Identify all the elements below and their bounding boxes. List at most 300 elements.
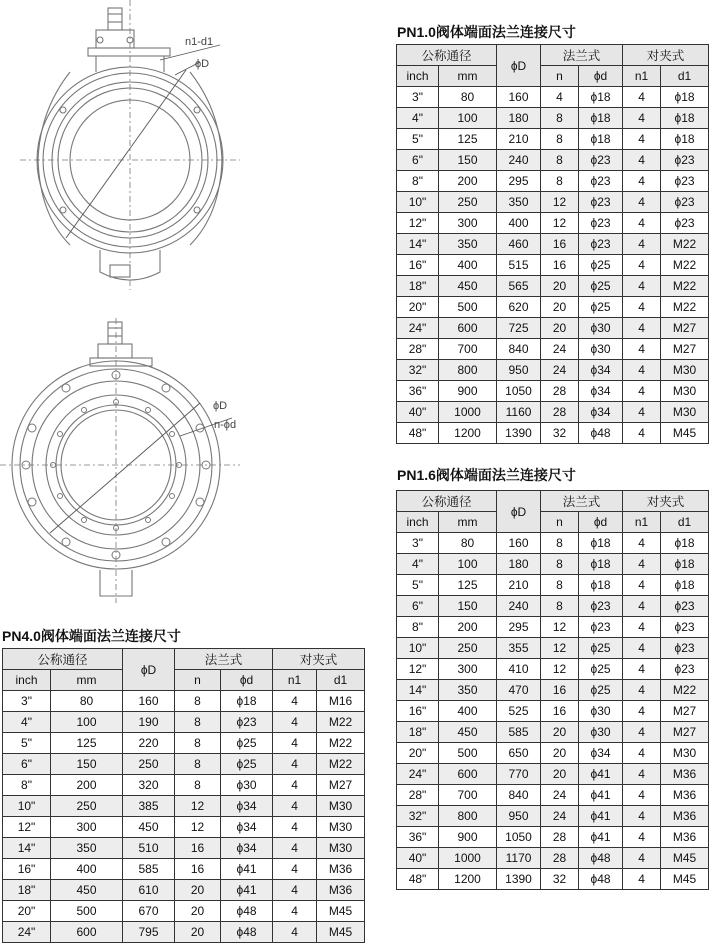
table-row (3, 838, 365, 859)
mm-cell: 1000 (439, 402, 497, 423)
mm-cell: 500 (439, 743, 497, 764)
inch-cell: 4" (397, 108, 439, 129)
table-row (397, 87, 709, 108)
table-row (397, 402, 709, 423)
inch-cell: 10" (3, 796, 51, 817)
table-row (397, 764, 709, 785)
phiD-cell: 180 (497, 554, 541, 575)
phid-cell: ϕ23 (579, 596, 623, 617)
phid-cell: ϕ23 (579, 192, 623, 213)
phid-header: ϕd (221, 670, 273, 691)
inch-cell: 14" (3, 838, 51, 859)
d1-cell: M36 (317, 859, 365, 880)
inch-cell: 18" (397, 276, 439, 297)
phid-cell: ϕ30 (579, 339, 623, 360)
inch-cell: 3" (397, 87, 439, 108)
table-row (397, 806, 709, 827)
phid-cell: ϕ41 (221, 880, 273, 901)
pn16-table (396, 490, 709, 890)
inch-cell: 36" (397, 381, 439, 402)
d1-cell: M45 (661, 848, 709, 869)
d1-cell: M27 (661, 318, 709, 339)
mm-cell: 150 (51, 754, 123, 775)
table-row (397, 617, 709, 638)
n1-cell: 4 (623, 402, 661, 423)
phiD-cell: 1390 (497, 423, 541, 444)
inch-cell: 4" (397, 554, 439, 575)
phid-cell: ϕ48 (579, 848, 623, 869)
inch-header: inch (397, 512, 439, 533)
n1-cell: 4 (623, 638, 661, 659)
table-row (3, 796, 365, 817)
inch-cell: 40" (397, 848, 439, 869)
n-cell: 20 (541, 722, 579, 743)
phiD-cell: 650 (497, 743, 541, 764)
n1-cell: 4 (623, 297, 661, 318)
phid-cell: ϕ18 (579, 554, 623, 575)
n-cell: 16 (175, 838, 221, 859)
d1-cell: M30 (661, 402, 709, 423)
n1-cell: 4 (273, 859, 317, 880)
mm-cell: 125 (439, 129, 497, 150)
phid-cell: ϕ34 (221, 796, 273, 817)
inch-cell: 12" (3, 817, 51, 838)
phiD-cell: 515 (497, 255, 541, 276)
phiD-cell: 220 (123, 733, 175, 754)
n-cell: 12 (541, 213, 579, 234)
mm-cell: 700 (439, 339, 497, 360)
n1-cell: 4 (623, 276, 661, 297)
phiD-cell: 240 (497, 150, 541, 171)
inch-header: inch (3, 670, 51, 691)
d1-cell: M30 (661, 743, 709, 764)
d1-cell: M36 (661, 764, 709, 785)
table-row (397, 318, 709, 339)
phiD-cell: 585 (497, 722, 541, 743)
table-row (3, 733, 365, 754)
phid-cell: ϕ48 (221, 922, 273, 943)
mm-cell: 80 (439, 87, 497, 108)
inch-cell: 16" (397, 255, 439, 276)
n-cell: 24 (541, 339, 579, 360)
phid-cell: ϕ23 (579, 171, 623, 192)
n1-cell: 4 (273, 880, 317, 901)
phid-cell: ϕ18 (579, 533, 623, 554)
phiD-cell: 585 (123, 859, 175, 880)
inch-cell: 10" (397, 638, 439, 659)
table-row (397, 150, 709, 171)
phid-cell: ϕ48 (579, 423, 623, 444)
phid-cell: ϕ25 (579, 659, 623, 680)
n-cell: 20 (175, 901, 221, 922)
d1-cell: M30 (661, 360, 709, 381)
phid-cell: ϕ48 (579, 869, 623, 890)
inch-cell: 5" (397, 575, 439, 596)
d1-cell: M45 (661, 869, 709, 890)
table-row (397, 297, 709, 318)
table-row (397, 722, 709, 743)
mm-cell: 100 (51, 712, 123, 733)
inch-header: inch (397, 66, 439, 87)
phiD-cell: 1050 (497, 381, 541, 402)
n-cell: 8 (175, 733, 221, 754)
inch-cell: 24" (3, 922, 51, 943)
phiD-cell: 565 (497, 276, 541, 297)
n-cell: 8 (175, 754, 221, 775)
d1-cell: ϕ23 (661, 192, 709, 213)
table-row (397, 848, 709, 869)
phiD-cell: 620 (497, 297, 541, 318)
phid-cell: ϕ41 (579, 785, 623, 806)
mm-cell: 350 (439, 680, 497, 701)
table-row (397, 423, 709, 444)
n-cell: 16 (175, 859, 221, 880)
phiD-header: ϕD (497, 491, 541, 533)
table-row (397, 743, 709, 764)
n1-d1-label: n1-d1 (185, 36, 214, 48)
n1-cell: 4 (623, 680, 661, 701)
n-cell: 4 (541, 87, 579, 108)
mm-cell: 300 (439, 659, 497, 680)
mm-header: mm (439, 512, 497, 533)
n-cell: 8 (541, 596, 579, 617)
mm-cell: 250 (439, 638, 497, 659)
mm-cell: 800 (439, 360, 497, 381)
n-cell: 12 (175, 796, 221, 817)
mm-cell: 800 (439, 806, 497, 827)
phiD-cell: 1160 (497, 402, 541, 423)
phid-cell: ϕ23 (221, 712, 273, 733)
n-cell: 8 (541, 533, 579, 554)
d1-cell: M30 (317, 796, 365, 817)
d1-cell: ϕ23 (661, 617, 709, 638)
n-header: n (541, 512, 579, 533)
phid-cell: ϕ23 (579, 234, 623, 255)
table-row (3, 901, 365, 922)
flange-header: 法兰式 (175, 649, 273, 670)
phid-cell: ϕ18 (579, 575, 623, 596)
inch-cell: 3" (397, 533, 439, 554)
d1-cell: ϕ18 (661, 87, 709, 108)
n-header: n (541, 66, 579, 87)
n1-cell: 4 (623, 360, 661, 381)
phiD-cell: 1390 (497, 869, 541, 890)
phiD-cell: 295 (497, 171, 541, 192)
table-row (397, 213, 709, 234)
table-row (3, 691, 365, 712)
phiD-cell: 210 (497, 129, 541, 150)
n1-cell: 4 (623, 108, 661, 129)
n-cell: 32 (541, 869, 579, 890)
phid-header: ϕd (579, 66, 623, 87)
mm-cell: 80 (51, 691, 123, 712)
d1-cell: ϕ18 (661, 108, 709, 129)
n1-cell: 4 (623, 722, 661, 743)
phid-header: ϕd (579, 512, 623, 533)
phiD-cell: 180 (497, 108, 541, 129)
n-cell: 20 (541, 764, 579, 785)
phiD-cell: 525 (497, 701, 541, 722)
n-cell: 24 (541, 806, 579, 827)
n-cell: 16 (541, 701, 579, 722)
wafer-header: 对夹式 (623, 45, 709, 66)
mm-cell: 700 (439, 785, 497, 806)
phiD-cell: 470 (497, 680, 541, 701)
mm-cell: 250 (439, 192, 497, 213)
n1-cell: 4 (623, 533, 661, 554)
wafer-valve-drawing (0, 0, 260, 300)
phiD-cell: 1170 (497, 848, 541, 869)
phiD-cell: 160 (497, 87, 541, 108)
inch-cell: 18" (3, 880, 51, 901)
n-cell: 16 (541, 255, 579, 276)
mm-cell: 900 (439, 381, 497, 402)
table-row (397, 171, 709, 192)
n1-header: n1 (273, 670, 317, 691)
table-row (3, 817, 365, 838)
phid-cell: ϕ25 (579, 276, 623, 297)
inch-cell: 12" (397, 213, 439, 234)
inch-cell: 28" (397, 339, 439, 360)
d1-cell: M36 (661, 785, 709, 806)
n-cell: 28 (541, 848, 579, 869)
mm-cell: 300 (439, 213, 497, 234)
inch-cell: 16" (3, 859, 51, 880)
phiD-label: ϕD (195, 58, 210, 70)
mm-cell: 600 (51, 922, 123, 943)
n-cell: 12 (175, 817, 221, 838)
phid-cell: ϕ25 (221, 754, 273, 775)
n-cell: 12 (541, 192, 579, 213)
n-cell: 20 (541, 743, 579, 764)
phiD-cell: 350 (497, 192, 541, 213)
n-cell: 12 (541, 638, 579, 659)
phiD-cell: 240 (497, 596, 541, 617)
inch-cell: 28" (397, 785, 439, 806)
phiD-cell: 320 (123, 775, 175, 796)
phiD-cell: 355 (497, 638, 541, 659)
d1-cell: M36 (661, 806, 709, 827)
d1-cell: ϕ23 (661, 171, 709, 192)
table-row (397, 680, 709, 701)
n1-header: n1 (623, 512, 661, 533)
d1-cell: ϕ23 (661, 596, 709, 617)
mm-cell: 250 (51, 796, 123, 817)
d1-cell: M27 (661, 722, 709, 743)
n-cell: 8 (541, 554, 579, 575)
phid-cell: ϕ34 (579, 402, 623, 423)
pn10-title: PN1.0阀体端面法兰连接尺寸 (397, 24, 576, 40)
n-cell: 12 (541, 659, 579, 680)
d1-cell: ϕ23 (661, 150, 709, 171)
d1-cell: M27 (661, 339, 709, 360)
phiD-cell: 770 (497, 764, 541, 785)
phiD-cell: 510 (123, 838, 175, 859)
n1-header: n1 (623, 66, 661, 87)
n1-cell: 4 (623, 213, 661, 234)
table-row (397, 129, 709, 150)
pn40-table (2, 648, 365, 943)
phid-cell: ϕ34 (221, 838, 273, 859)
table-row (397, 276, 709, 297)
phiD-header: ϕD (497, 45, 541, 87)
mm-cell: 500 (439, 297, 497, 318)
d1-cell: M27 (317, 775, 365, 796)
n-cell: 16 (541, 234, 579, 255)
inch-cell: 20" (3, 901, 51, 922)
d1-cell: ϕ23 (661, 213, 709, 234)
mm-cell: 400 (439, 255, 497, 276)
d1-cell: M45 (661, 423, 709, 444)
inch-cell: 16" (397, 701, 439, 722)
d1-cell: M27 (661, 701, 709, 722)
n1-cell: 4 (623, 806, 661, 827)
inch-cell: 48" (397, 869, 439, 890)
table-row (3, 775, 365, 796)
table-row (397, 255, 709, 276)
inch-cell: 40" (397, 402, 439, 423)
d1-cell: ϕ18 (661, 533, 709, 554)
inch-cell: 20" (397, 743, 439, 764)
phid-cell: ϕ25 (579, 297, 623, 318)
flange-header: 法兰式 (541, 491, 623, 512)
inch-cell: 14" (397, 680, 439, 701)
n1-cell: 4 (623, 596, 661, 617)
mm-cell: 100 (439, 554, 497, 575)
mm-cell: 150 (439, 150, 497, 171)
mm-cell: 200 (439, 617, 497, 638)
n1-cell: 4 (623, 87, 661, 108)
d1-header: d1 (661, 512, 709, 533)
n-cell: 8 (541, 171, 579, 192)
n-cell: 32 (541, 423, 579, 444)
mm-cell: 450 (51, 880, 123, 901)
n-header: n (175, 670, 221, 691)
n-cell: 20 (175, 922, 221, 943)
mm-cell: 1200 (439, 869, 497, 890)
d1-header: d1 (661, 66, 709, 87)
inch-cell: 36" (397, 827, 439, 848)
d1-cell: ϕ18 (661, 575, 709, 596)
n-cell: 8 (541, 575, 579, 596)
phid-cell: ϕ41 (579, 764, 623, 785)
table-row (3, 712, 365, 733)
phid-cell: ϕ25 (579, 680, 623, 701)
n1-cell: 4 (623, 318, 661, 339)
d1-header: d1 (317, 670, 365, 691)
table-row (397, 381, 709, 402)
inch-cell: 8" (397, 617, 439, 638)
d1-cell: M36 (317, 880, 365, 901)
mm-cell: 350 (439, 234, 497, 255)
n1-cell: 4 (623, 743, 661, 764)
phiD-cell: 160 (123, 691, 175, 712)
d1-cell: M22 (661, 680, 709, 701)
inch-cell: 24" (397, 318, 439, 339)
n-cell: 28 (541, 381, 579, 402)
d1-cell: M22 (661, 255, 709, 276)
inch-cell: 24" (397, 764, 439, 785)
n1-cell: 4 (273, 838, 317, 859)
table-row (397, 108, 709, 129)
nominal-header: 公称通径 (3, 649, 123, 670)
phiD-cell: 950 (497, 806, 541, 827)
pn10-table (396, 44, 709, 444)
mm-cell: 450 (439, 722, 497, 743)
d1-cell: M22 (317, 754, 365, 775)
d1-cell: M36 (661, 827, 709, 848)
phiD-cell: 190 (123, 712, 175, 733)
n1-cell: 4 (623, 129, 661, 150)
phiD-cell: 250 (123, 754, 175, 775)
n1-cell: 4 (623, 554, 661, 575)
d1-cell: ϕ23 (661, 659, 709, 680)
phid-cell: ϕ30 (579, 701, 623, 722)
phid-cell: ϕ34 (579, 381, 623, 402)
d1-cell: M45 (317, 901, 365, 922)
phid-cell: ϕ23 (579, 150, 623, 171)
d1-cell: M22 (317, 712, 365, 733)
inch-cell: 8" (3, 775, 51, 796)
n1-cell: 4 (623, 381, 661, 402)
phiD-cell: 670 (123, 901, 175, 922)
flange-header: 法兰式 (541, 45, 623, 66)
mm-cell: 125 (51, 733, 123, 754)
n-cell: 20 (541, 297, 579, 318)
n1-cell: 4 (273, 796, 317, 817)
n-cell: 12 (541, 617, 579, 638)
phid-cell: ϕ34 (579, 360, 623, 381)
n1-cell: 4 (623, 423, 661, 444)
n1-cell: 4 (623, 150, 661, 171)
phiD-cell: 795 (123, 922, 175, 943)
n-cell: 20 (541, 276, 579, 297)
nominal-header: 公称通径 (397, 491, 497, 512)
phiD-header: ϕD (123, 649, 175, 691)
table-row (397, 339, 709, 360)
wafer-header: 对夹式 (273, 649, 365, 670)
n-cell: 8 (541, 129, 579, 150)
table-row (397, 596, 709, 617)
mm-cell: 400 (51, 859, 123, 880)
inch-cell: 3" (3, 691, 51, 712)
phid-cell: ϕ23 (579, 617, 623, 638)
phid-cell: ϕ30 (579, 722, 623, 743)
n1-cell: 4 (623, 234, 661, 255)
n1-cell: 4 (273, 712, 317, 733)
phid-cell: ϕ48 (221, 901, 273, 922)
n1-cell: 4 (623, 171, 661, 192)
phid-cell: ϕ34 (579, 743, 623, 764)
phid-cell: ϕ30 (221, 775, 273, 796)
phid-cell: ϕ23 (579, 213, 623, 234)
mm-header: mm (51, 670, 123, 691)
n1-cell: 4 (623, 192, 661, 213)
table-row (397, 638, 709, 659)
n1-cell: 4 (623, 764, 661, 785)
inch-cell: 5" (3, 733, 51, 754)
inch-cell: 14" (397, 234, 439, 255)
n1-cell: 4 (623, 848, 661, 869)
n1-cell: 4 (273, 922, 317, 943)
n1-cell: 4 (273, 754, 317, 775)
n-cell: 8 (175, 775, 221, 796)
phid-cell: ϕ18 (221, 691, 273, 712)
phiD-cell: 210 (497, 575, 541, 596)
mm-cell: 1000 (439, 848, 497, 869)
inch-cell: 32" (397, 360, 439, 381)
phiD-label: ϕD (213, 400, 228, 412)
